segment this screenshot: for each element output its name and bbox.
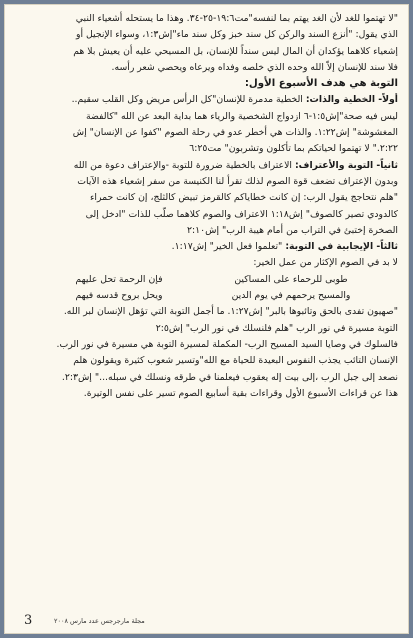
- body-line: وبدون الإعتراف تضعف قوة الصوم لذلك تقرأ لنا الكنيسة من سفر إشعياء هذه الآيات: [77, 175, 398, 187]
- body-line: "لا تهتموا للغد لأن الغد يهتم بما لنفسه"مت١٩:٦-٢٥-٣٤. وهذا ما يستحله أشعياء النبي: [75, 13, 398, 24]
- body-line: المغشوشة" إش١:٢٢. والذات هي أخطر عدو في رحلة الصوم "كفوا عن الإنسان" إش: [72, 127, 398, 139]
- body-line: فلا سند للإنسان إلاّ الله وحده الذي خلصه وفداه ويرعاه ويحصي شعر رأسه.: [111, 61, 398, 73]
- body-line: التوبة مسيرة في نور الرب "هلم فلنسلك في نور الرب" إش٢:٥: [155, 322, 398, 334]
- body-text: "تعلموا فعل الخير" إش١:١٧.: [171, 241, 283, 253]
- main-heading: التوبة هي هدف الأسبوع الأول:: [244, 78, 398, 90]
- body-text: الخطية مدمرة للإنسان"كل الرأس مريض وكل القلب سقيم..: [71, 94, 303, 106]
- poem-hemistich: ويحل بروح قدسه فيهم: [75, 290, 163, 302]
- section-2-first-line: [12, 158, 398, 174]
- section-1-heading: أولاً- الخطية والذات:: [305, 94, 398, 106]
- body-line: ليس فيه صحة"إش١:٥-٦ ازدواج الشخصية والرياء هما بداية البعد عن الله "كالفضة: [85, 110, 398, 122]
- poem-hemistich: فإن الرحمة تحل عليهم: [75, 273, 163, 285]
- body-line: نصعد إلى جبل الرب ،إلى بيت إله يعقوب فيعلمنا في طرقه ونسلك في سبله..." إش٢:٣.: [61, 371, 398, 383]
- body-text: الاعتراف بالخطية ضرورة للتوبة -والإعتراف دعوة من الله: [73, 159, 292, 171]
- body-line: "صهيون تفدى بالحق وتائبوها بالبر" إش١:٢٧. ما أجمل التوبة التي تؤهل الإنسان لبر الله.: [63, 306, 398, 318]
- section-3-first-line: [12, 239, 398, 255]
- body-line: الإنسان التائب يجذب النفوس البعيدة للحياة مع الله"وتسير شعوب كثيرة ويقولون هلم: [73, 355, 398, 367]
- poem-hemistich: والمسيح يرحمهم في يوم الدين: [231, 290, 351, 302]
- body-line: لا بد في الصوم الإكثار من عمل الخير:: [253, 257, 398, 269]
- body-line: الذي يقول: "أنزع السند والركن كل سند خبز وكل سند ماء"إش١:٣، وسواء الإنجيل أو: [75, 29, 398, 41]
- poem-hemistich: طوبى للرحماء على المساكين: [234, 273, 348, 285]
- section-1-first-line: [12, 92, 398, 108]
- poem-verses: [12, 272, 398, 305]
- body-line: إشعياء كلاهما يؤكدان أن المال ليس سنداً للإنسان، بل المسيحي عليه أن يعيش بلا هم: [73, 45, 398, 57]
- body-line: "هلم نتحاجج يقول الرب: إن كانت خطاياكم كالقرمز تبيض كالثلج، إن كانت حمراء: [90, 192, 398, 204]
- body-line: هذا عن قراءات الأسبوع الأول وقراءات بقية أسابيع الصوم تسير على نفس الوتيرة.: [83, 387, 398, 399]
- body-line: كالدودي تصير كالصوف" إش١:١٨ الاعتراف والصوم كلاهما صلّب للذات "ادخل إلى: [85, 208, 398, 220]
- section-2-heading: ثانياً- التوبة والأعتراف:: [294, 159, 398, 171]
- magazine-issue-note: مجلة مارجرجس عدد مارس ٢٠٠٨: [54, 617, 145, 625]
- body-line: الصخرة إختبئ في التراب من أمام هيبة الرب" إش٢:١٠: [186, 224, 398, 236]
- body-line: ٢:٢٢." لا تهتموا لحياتكم بما تأكلون وتشربون" مت٦:٢٥: [189, 143, 398, 155]
- page-footer: [12, 612, 401, 628]
- body-line: فالسلوك في وصايا السيد المسيح الرب- المكملة لمسيرة التوبة هي مسيرة في نور الرب.: [56, 338, 398, 350]
- section-3-heading: ثالثاً- الإيجابية في التوبة:: [285, 241, 398, 253]
- page-number: 3: [24, 613, 33, 628]
- page-body: [12, 11, 398, 611]
- document-page: [4, 4, 409, 634]
